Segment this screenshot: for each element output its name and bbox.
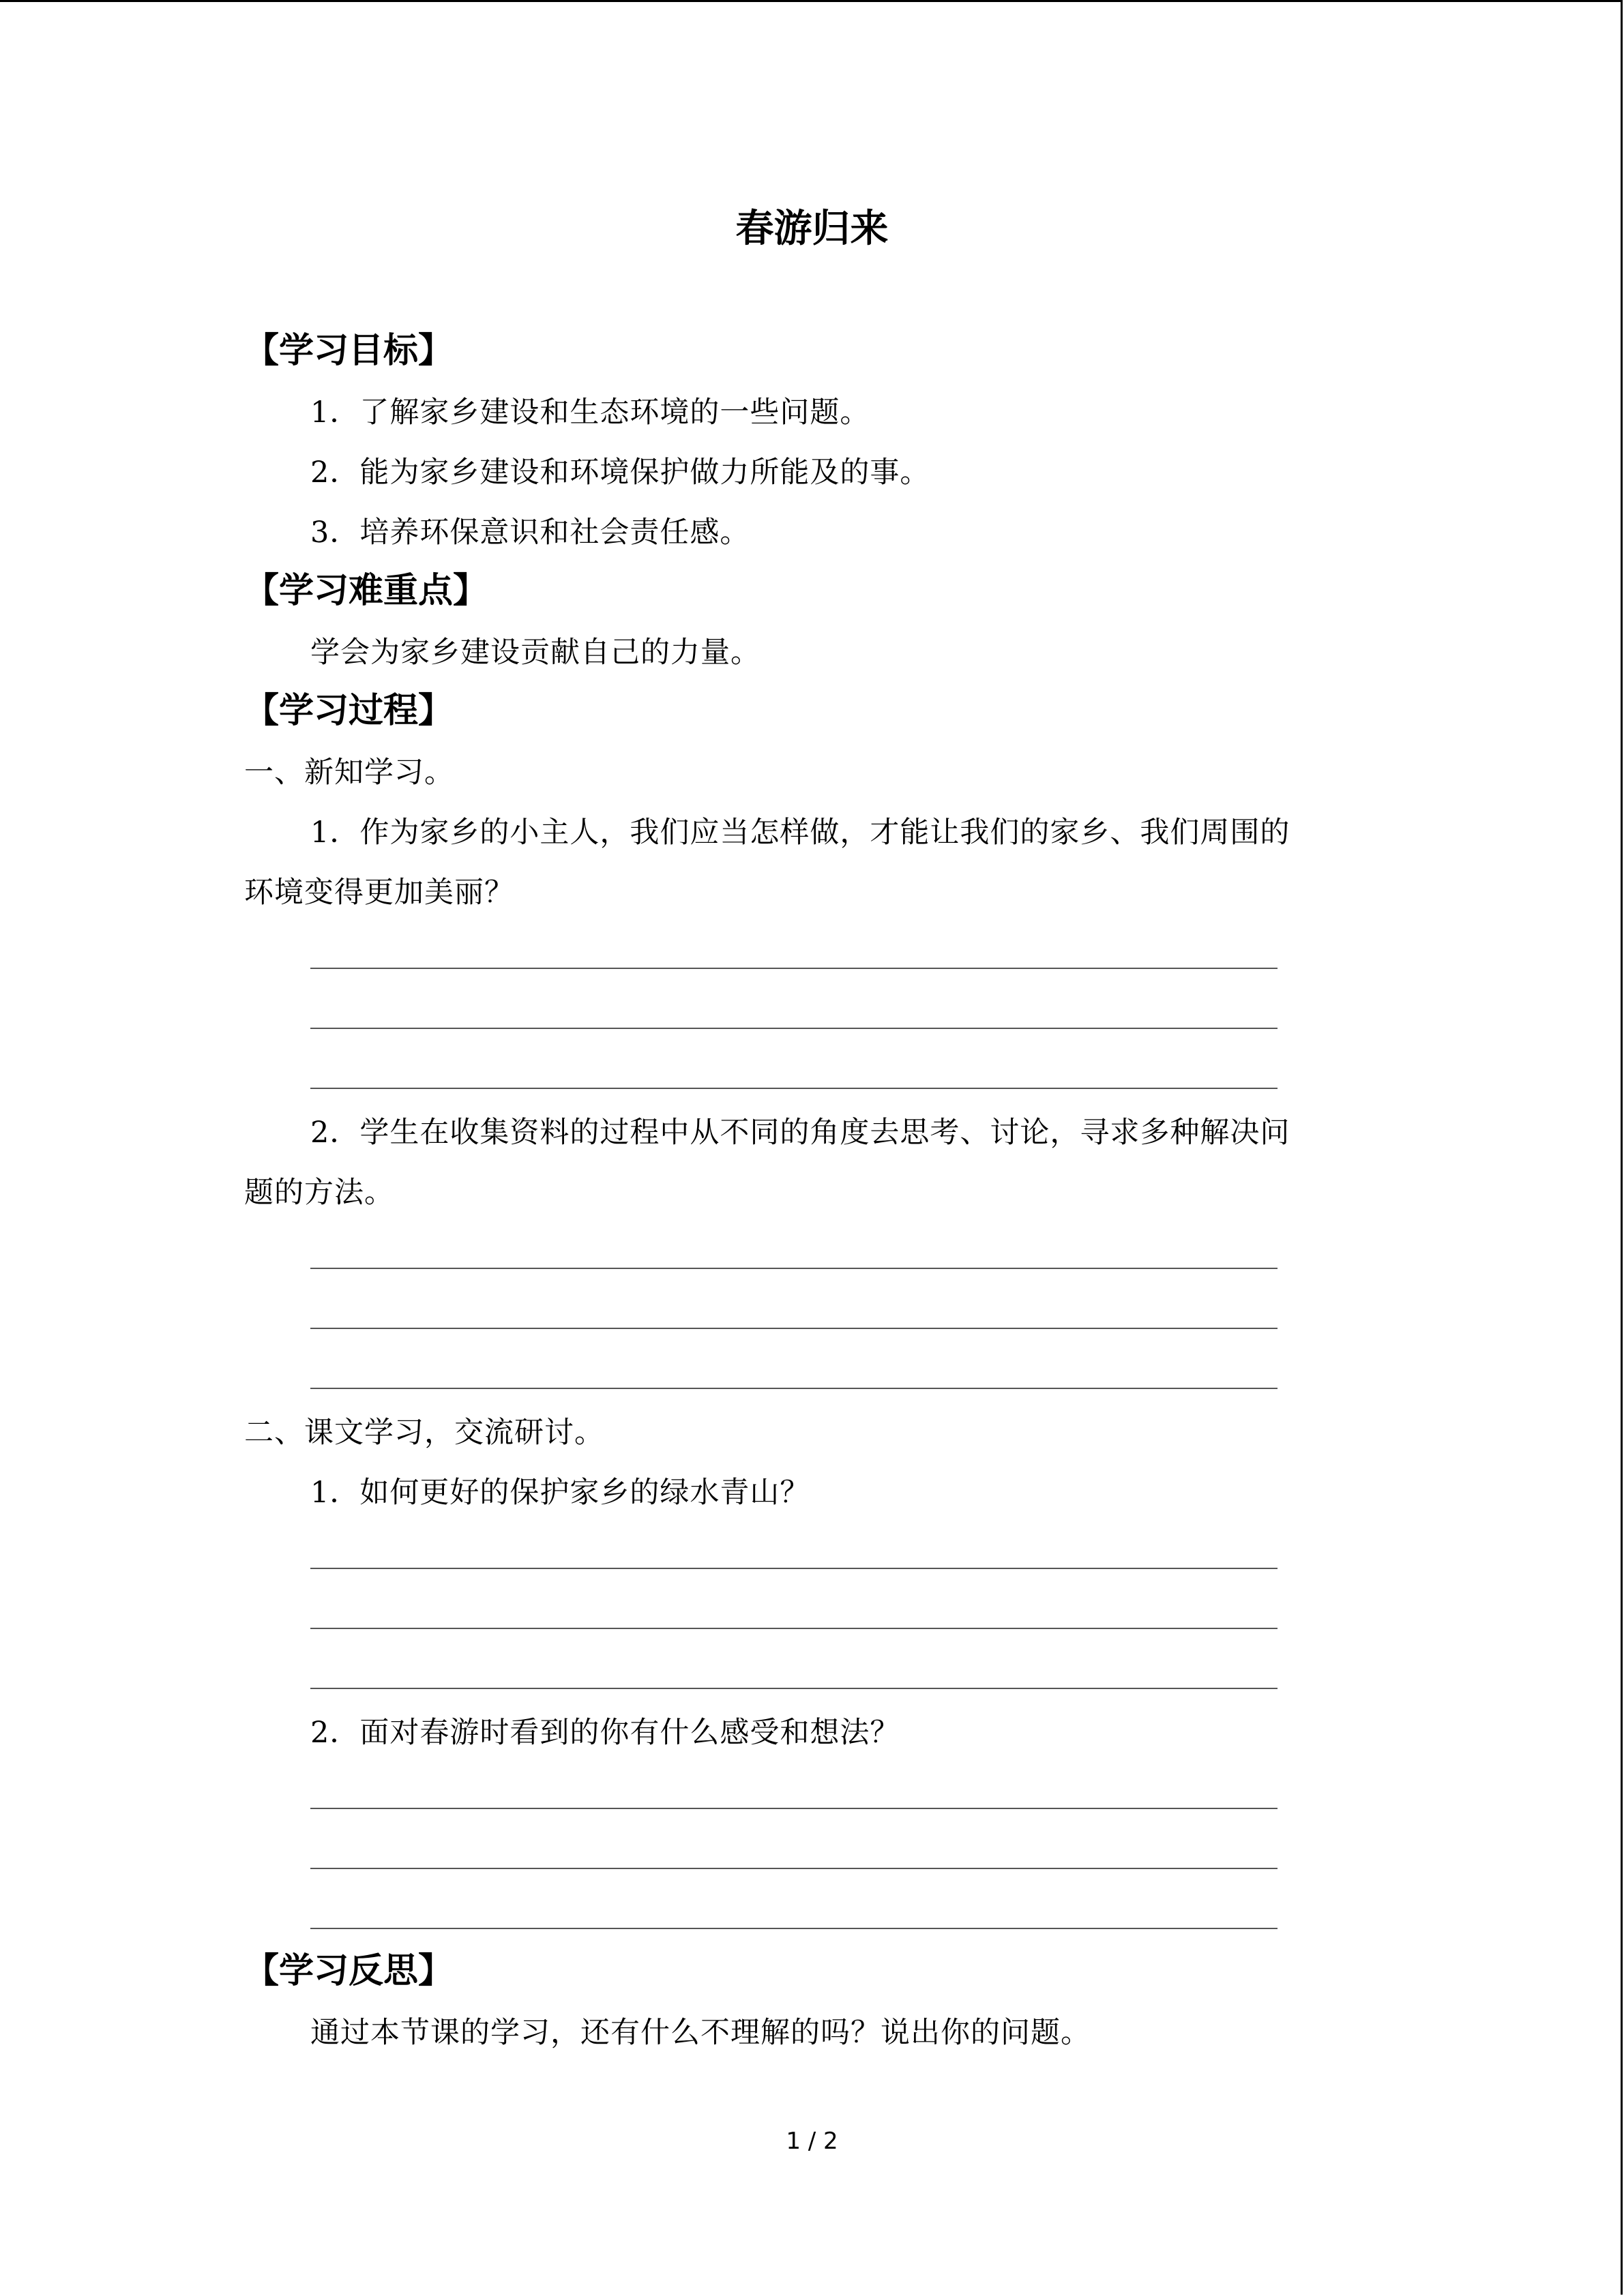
answer-line[interactable]	[310, 1388, 1278, 1389]
answer-line[interactable]	[310, 1628, 1278, 1629]
answer-line[interactable]	[310, 1328, 1278, 1329]
page-number: 1 / 2	[786, 2128, 838, 2155]
objective-item-1: 1．了解家乡建设和生态环境的一些问题。	[310, 396, 870, 430]
answer-line[interactable]	[310, 1928, 1278, 1929]
part2-label: 二、课文学习，交流研讨。	[244, 1416, 604, 1450]
answer-line[interactable]	[310, 968, 1278, 969]
part1-question-1-line-1: 1．作为家乡的小主人，我们应当怎样做，才能让我们的家乡、我们周围的	[310, 816, 1290, 850]
objectives-heading: 【学习目标】	[244, 331, 454, 371]
process-heading: 【学习过程】	[244, 691, 454, 731]
objective-item-2: 2．能为家乡建设和环境保护做力所能及的事。	[310, 456, 930, 490]
key-points-text: 学会为家乡建设贡献自己的力量。	[310, 636, 761, 670]
part1-label: 一、新知学习。	[244, 756, 454, 790]
answer-line[interactable]	[310, 1868, 1278, 1869]
objective-item-3: 3．培养环保意识和社会责任感。	[310, 516, 750, 550]
reflection-heading: 【学习反思】	[244, 1951, 454, 1991]
part2-question-2: 2．面对春游时看到的你有什么感受和想法？	[310, 1716, 900, 1750]
part1-question-2-line-1: 2．学生在收集资料的过程中从不同的角度去思考、讨论，寻求多种解决问	[310, 1116, 1290, 1150]
part1-question-2-line-2: 题的方法。	[244, 1176, 394, 1210]
answer-line[interactable]	[310, 1568, 1278, 1569]
part1-question-1-line-2: 环境变得更加美丽？	[244, 876, 514, 910]
reflection-text: 通过本节课的学习，还有什么不理解的吗？说出你的问题。	[310, 2016, 1091, 2050]
answer-line[interactable]	[310, 1808, 1278, 1809]
page-title: 春游归来	[735, 207, 889, 251]
answer-line[interactable]	[310, 1688, 1278, 1689]
answer-line[interactable]	[310, 1028, 1278, 1029]
answer-line[interactable]	[310, 1088, 1278, 1089]
part2-question-1: 1．如何更好的保护家乡的绿水青山？	[310, 1476, 810, 1510]
answer-line[interactable]	[310, 1268, 1278, 1269]
key-points-heading: 【学习难重点】	[244, 571, 488, 611]
